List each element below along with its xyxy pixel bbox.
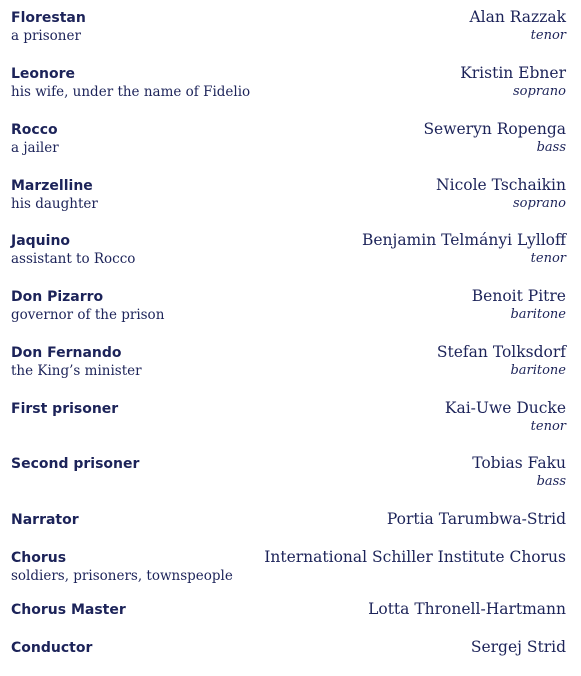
role-column [11, 549, 233, 585]
cast-row-florestan [11, 9, 566, 45]
cast-row-narrator [11, 511, 566, 529]
cast-row-chorus-master [11, 601, 566, 619]
artist-name: Portia Tarumbwa-Strid [386, 510, 566, 528]
artist-column [472, 455, 566, 491]
voice-type: soprano [513, 84, 566, 99]
role-column [11, 511, 79, 529]
artist-column [423, 121, 566, 157]
artist-column [387, 511, 566, 529]
role-description: assistant to Rocco [11, 251, 136, 267]
artist-column [368, 601, 566, 619]
artist-name: Stefan Tolksdorf [436, 343, 566, 361]
artist-name: Lotta Thronell-Hartmann [368, 600, 566, 618]
role-description: his daughter [11, 196, 98, 212]
voice-type: baritone [510, 307, 566, 322]
voice-type: bass [536, 140, 566, 155]
voice-type: baritone [510, 363, 566, 378]
cast-row-marzelline [11, 177, 566, 213]
cast-row-leonore [11, 65, 566, 101]
voice-type: tenor [530, 28, 566, 43]
role-column [11, 639, 92, 657]
artist-name: Nicole Tschaikin [436, 176, 566, 194]
role-name: Narrator [11, 512, 79, 528]
role-description: soldiers, prisoners, townspeople [11, 568, 233, 584]
role-name: Chorus [11, 550, 67, 566]
role-name: Jaquino [11, 233, 71, 249]
role-name: Marzelline [11, 178, 93, 194]
role-column [11, 121, 59, 157]
cast-row-first-prisoner [11, 400, 566, 436]
artist-column [362, 232, 566, 268]
cast-row-conductor [11, 639, 566, 657]
cast-row-chorus [11, 549, 566, 585]
role-name: Don Pizarro [11, 289, 104, 305]
role-column [11, 9, 86, 45]
role-column [11, 455, 139, 473]
cast-row-rocco [11, 121, 566, 157]
artist-name: Tobias Faku [472, 454, 566, 472]
role-name: Second prisoner [11, 456, 140, 472]
role-column [11, 177, 98, 213]
artist-column [445, 400, 566, 436]
voice-type: tenor [530, 251, 566, 266]
role-description: a prisoner [11, 28, 81, 44]
role-name: Florestan [11, 10, 86, 26]
role-name: Rocco [11, 122, 58, 138]
cast-row-don-fernando [11, 344, 566, 380]
artist-name: Benoit Pitre [471, 287, 566, 305]
voice-type: soprano [513, 196, 566, 211]
artist-column [469, 9, 566, 45]
cast-row-don-pizarro [11, 288, 566, 324]
role-name: Chorus Master [11, 602, 126, 618]
role-column [11, 344, 142, 380]
artist-name: International Schiller Institute Chorus [264, 548, 566, 566]
role-column [11, 601, 126, 619]
role-name: Leonore [11, 66, 76, 82]
artist-name: Benjamin Telmányi Lylloff [361, 231, 566, 249]
role-description: his wife, under the name of Fidelio [11, 84, 251, 100]
artist-name: Kristin Ebner [460, 64, 566, 82]
artist-column [436, 177, 566, 213]
role-name: First prisoner [11, 401, 119, 417]
artist-name: Alan Razzak [469, 8, 566, 26]
role-column [11, 288, 164, 324]
artist-name: Sergej Strid [470, 638, 566, 656]
artist-column [437, 344, 566, 380]
cast-row-second-prisoner [11, 455, 566, 491]
artist-name: Seweryn Ropenga [423, 120, 566, 138]
role-description: a jailer [11, 140, 59, 156]
artist-column [471, 639, 566, 657]
role-description: the King’s minister [11, 363, 142, 379]
artist-column [472, 288, 566, 324]
artist-column [460, 65, 566, 101]
artist-column [264, 549, 566, 567]
artist-name: Kai-Uwe Ducke [444, 399, 566, 417]
voice-type: tenor [530, 419, 566, 434]
role-description: governor of the prison [11, 307, 165, 323]
role-column [11, 232, 135, 268]
role-name: Conductor [11, 640, 93, 656]
role-column [11, 65, 250, 101]
voice-type: bass [536, 474, 566, 489]
cast-row-jaquino [11, 232, 566, 268]
role-name: Don Fernando [11, 345, 122, 361]
role-column [11, 400, 118, 418]
